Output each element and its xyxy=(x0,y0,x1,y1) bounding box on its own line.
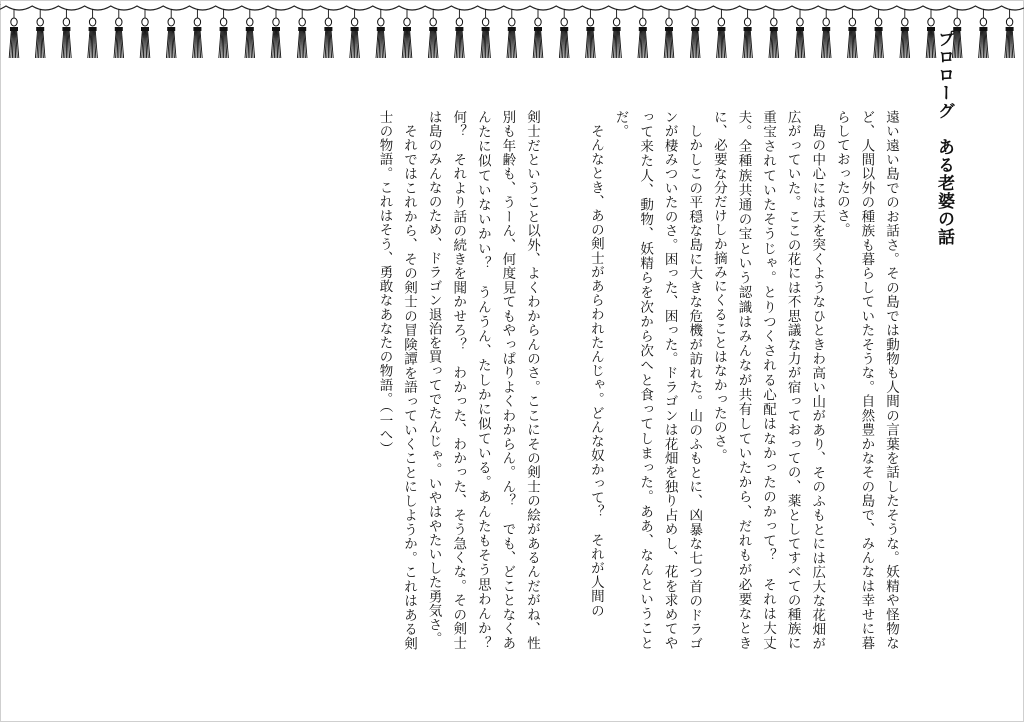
tassel-icon xyxy=(1005,9,1015,58)
right-paragraph-2: 島の中心には天を突くようなひときわ高い山があり、そのふもとには広大な花畑が広がっていた。ここの花には不思議な力が宿っておっての、薬としてすべての種族に重宝されていたそうじゃ。とりつくされる心配はなかったのかって？ それは大丈夫。全種族共通の宝という認識はみんなが共有していたから、だれもが必要なときに、必要な分だけしか摘みにくることはなかったのさ。 xyxy=(710,110,826,650)
book-spread xyxy=(0,110,1024,670)
tassel-icon xyxy=(586,9,596,58)
tassel-icon xyxy=(769,9,779,58)
tassel-icon xyxy=(297,9,307,58)
right-paragraph-1: 遠い遠い島でのお話さ。その島では動物も人間の言葉を話したそうな。妖精や怪物など、人間以外の種族も暮らしていたそうな。自然豊かなその島で、みんなは幸せに暮らしておったのさ。 xyxy=(833,110,899,650)
tassel-icon xyxy=(900,9,910,58)
chapter-title: プロローグ ある老婆の話 xyxy=(934,30,954,246)
tassel-icon xyxy=(664,9,674,58)
left-paragraph-1: 剣士だということ以外、よくわからんのさ。ここにその剣士の絵があるんだがね、性別も年齢も、うーん、何度見てもやっぱりよくわからん。ん？ でも、どことなくあんたに似ていないかい？ うんうん、たしかに似ている。あんたもそう思わんか？ 何？ それより話の続きを聞かせろ？ わかった、わかった、そう急くな。その剣士は島のみんなのため、ドラゴン退治を買ってでたんじゃ。いやはやたいした勇気さ。 xyxy=(425,110,540,665)
tassel-icon xyxy=(402,9,412,58)
tassel-icon xyxy=(166,9,176,58)
right-page-text xyxy=(587,110,903,650)
tassel-icon xyxy=(376,9,386,58)
tassel-icon xyxy=(533,9,543,58)
tassel-icon xyxy=(638,9,648,58)
tassel-icon xyxy=(193,9,203,58)
tassel-icon xyxy=(874,9,884,58)
tassel-icon xyxy=(140,9,150,58)
tassel-icon xyxy=(88,9,98,58)
tassel-icon xyxy=(559,9,569,58)
tassel-icon xyxy=(219,9,229,58)
tassel-icon xyxy=(507,9,517,58)
tassel-icon xyxy=(455,9,465,58)
tassel-icon xyxy=(795,9,805,58)
tassel-icon xyxy=(743,9,753,58)
tassel-icon xyxy=(717,9,727,58)
tassel-border-ornament xyxy=(0,0,1024,62)
tassel-icon xyxy=(245,9,255,58)
tassel-icon xyxy=(271,9,281,58)
tassel-icon xyxy=(481,9,491,58)
tassel-icon xyxy=(350,9,360,58)
left-paragraph-2: それではこれから、その剣士の冒険譚を語っていくことにしようか。これはある剣士の物語。これはそう、勇敢なあなたの物語。（一へ） xyxy=(376,110,418,650)
tassel-icon xyxy=(35,9,45,58)
tassel-icon xyxy=(612,9,622,58)
right-paragraph-4: そんなとき、あの剣士があらわれたんじゃ。どんな奴かって？ それが人間の xyxy=(587,123,604,617)
tassel-icon xyxy=(62,9,72,58)
tassel-icon xyxy=(114,9,124,58)
left-page-text xyxy=(244,110,544,665)
tassel-icon xyxy=(428,9,438,58)
tassel-icon xyxy=(821,9,831,58)
tassel-icon xyxy=(324,9,334,58)
right-paragraph-3: しかしこの平穏な島に大きな危機が訪れた。山のふもとに、凶暴な七つ首のドラゴンが棲みついたのさ。困った、困った。ドラゴンは花畑を独り占めし、花を求めてやって来た人、動物、妖精らを次から次へと食ってしまった。ああ、なんということだ。 xyxy=(612,110,703,650)
tassel-icon xyxy=(9,9,19,58)
tassel-icon xyxy=(690,9,700,58)
tassel-icon xyxy=(848,9,858,58)
tassel-icon xyxy=(979,9,989,58)
